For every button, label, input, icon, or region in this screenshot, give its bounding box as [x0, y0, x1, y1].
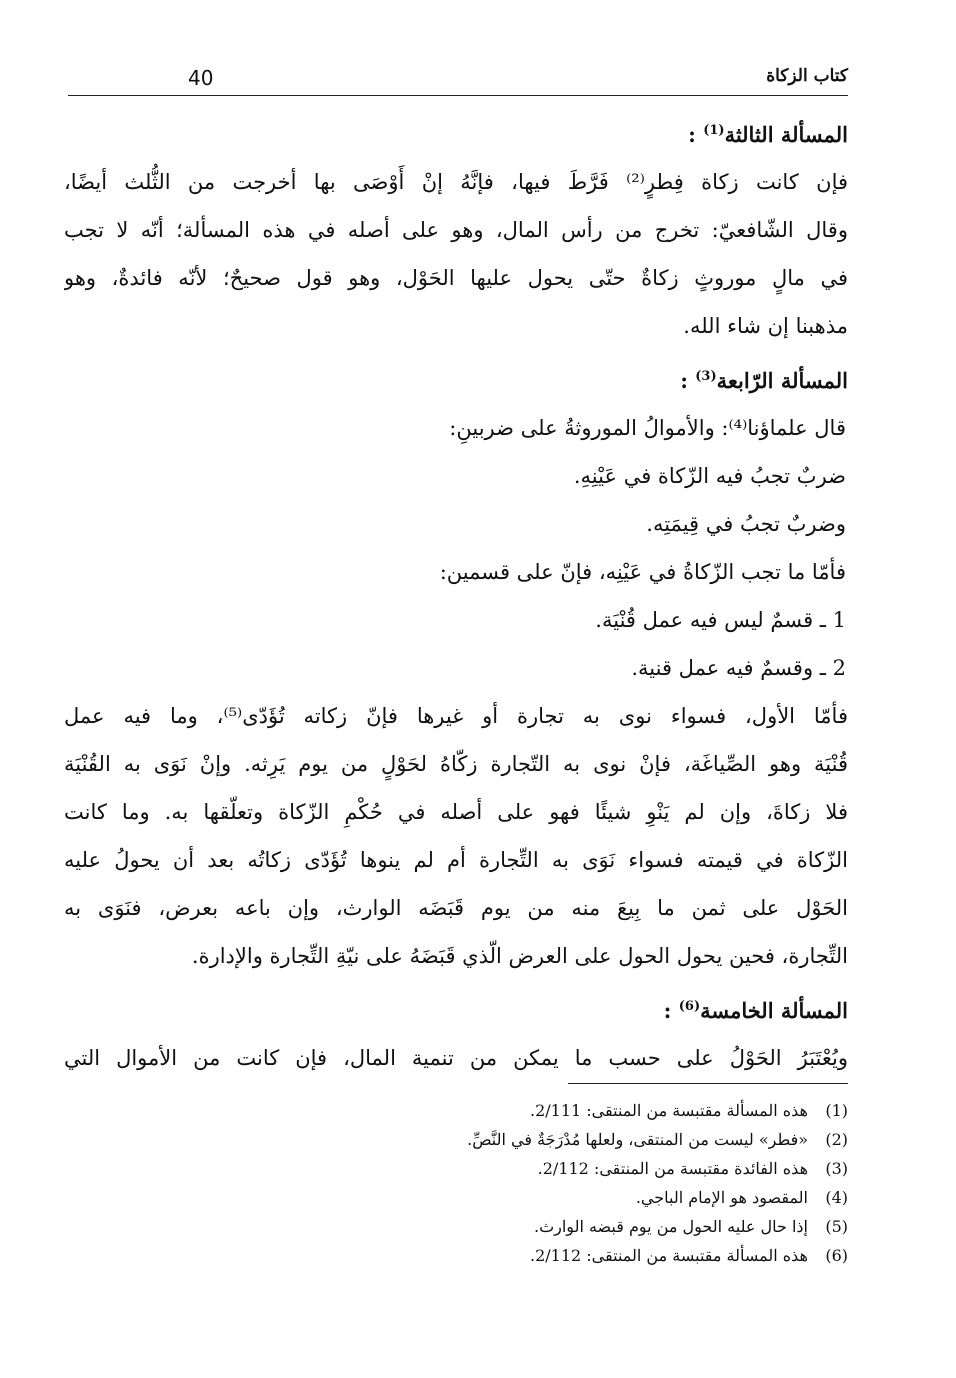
paragraph-line: قال علماؤنا⁽⁴⁾: والأموالُ الموروثةُ على ضربينِ:: [449, 416, 846, 440]
footnote-ref: (3): [695, 369, 717, 384]
footnote-number: (2): [825, 1130, 848, 1149]
footnote: [300, 1125, 848, 1154]
footnotes: [300, 1096, 848, 1270]
page-number: 40: [188, 66, 214, 90]
paragraph-line: الحَوْل على ثمن ما بِيعَ منه من يوم قَبَضَه الوارث، وإن باعه بعرض، فنَوَى به: [64, 896, 848, 920]
footnote-number: (1): [825, 1101, 848, 1120]
heading-colon: :: [688, 122, 696, 147]
running-title: كتاب الزكاة: [766, 66, 848, 86]
paragraph-line: مذهبنا إن شاء الله.: [683, 314, 848, 338]
list-item: 2 ـ وقسمٌ فيه عمل قنية.: [631, 656, 846, 680]
heading-colon: :: [663, 998, 672, 1023]
footnote-text: المقصود هو الإمام الباجي.: [635, 1188, 808, 1207]
list-item: 1 ـ قسمٌ ليس فيه عمل قُنْيَة.: [595, 608, 846, 632]
heading-text: المسألة الثالثة: [724, 122, 848, 147]
footnote: [300, 1183, 848, 1212]
header-rule: [68, 95, 848, 96]
footnote-text: هذه الفائدة مقتبسة من المنتقى: 2/112.: [537, 1159, 808, 1178]
paragraph-line: قُنْيَة وهو الصِّياغَة، فإنْ نوى به التّجارة زكّاهُ لحَوْلٍ من يوم يَرِثه. وإنْ نَوَى به القُنْيَة: [64, 752, 848, 776]
heading-colon: :: [680, 368, 688, 393]
footnote: [300, 1212, 848, 1241]
paragraph-line: فلا زكاةَ، وإن لم يَنْوِ شيئًا فهو على أصله في حُكْمِ الزّكاة وتعلّقها به. وما كانت: [64, 800, 848, 824]
paragraph-line: الزّكاة في قيمته فسواء نَوَى به التِّجارة أم لم ينوها تُؤَدّى زكاتُه بعد أن يحولُ عليه: [64, 848, 848, 872]
footnote: [300, 1154, 848, 1183]
paragraph-line: في مالٍ موروثٍ زكاةٌ حتّى يحول عليها الحَوْل، وهو قول صحيحٌ؛ لأنّه فائدةٌ، وهو: [64, 266, 848, 290]
footnote-number: (6): [825, 1246, 848, 1265]
heading-text: المسألة الرّابعة: [716, 368, 848, 393]
page-header: [68, 60, 848, 94]
paragraph-line: وقال الشّافعيّ: تخرج من رأس المال، وهو على أصله في هذه المسألة؛ أنّه لا تجب: [64, 218, 848, 242]
paragraph-line: فإن كانت زكاة فِطرٍ⁽²⁾ فَرَّطَ فيها، فإنَّهُ إنْ أَوْصَى بها أخرجت من الثُّلث أيضًا،: [64, 170, 848, 194]
footnote-text: «فطر» ليست من المنتقى، ولعلها مُدْرَجَةٌ في النَّصِّ.: [467, 1130, 808, 1149]
main-text: [64, 104, 848, 1082]
footnote-ref: (1): [703, 123, 725, 138]
footnote-text: هذه المسألة مقتبسة من المنتقى: 2/112.: [530, 1246, 808, 1265]
footnote-number: (4): [825, 1188, 848, 1207]
footnote: [300, 1241, 848, 1270]
paragraph-line: فأمّا ما تجب الزّكاةُ في عَيْنِه، فإنّ على قسمين:: [439, 560, 846, 584]
footnote: [300, 1096, 848, 1125]
paragraph-line: ويُعْتَبَرُ الحَوْلُ على حسب ما يمكن من تنمية المال، فإن كانت من الأموال التي: [64, 1046, 848, 1070]
paragraph-line: التِّجارة، فحين يحول الحول على العرض الّذي قَبَضَهُ على نيّةِ التِّجارة والإدارة.: [191, 944, 848, 968]
footnote-ref: (6): [678, 999, 701, 1014]
paragraph-line: فأمّا الأول، فسواء نوى به تجارة أو غيرها فإنّ زكاته تُؤَدّى⁽⁵⁾، وما فيه عمل: [64, 704, 848, 728]
paragraph-line: وضربٌ تجبُ في قِيمَتِه.: [646, 512, 846, 536]
footnote-rule: [568, 1083, 848, 1084]
footnote-text: إذا حال عليه الحول من يوم قبضه الوارث.: [533, 1217, 808, 1236]
heading-text: المسألة الخامسة: [700, 998, 848, 1023]
paragraph-line: ضربٌ تجبُ فيه الزّكاة في عَيْنِهِ.: [573, 464, 846, 488]
section-heading-4: [64, 350, 848, 404]
footnote-number: (3): [825, 1159, 848, 1178]
section-heading-5: [64, 980, 848, 1034]
footnote-number: (5): [825, 1217, 848, 1236]
section-heading-3: [64, 104, 848, 158]
footnote-text: هذه المسألة مقتبسة من المنتقى: 2/111.: [530, 1101, 808, 1120]
